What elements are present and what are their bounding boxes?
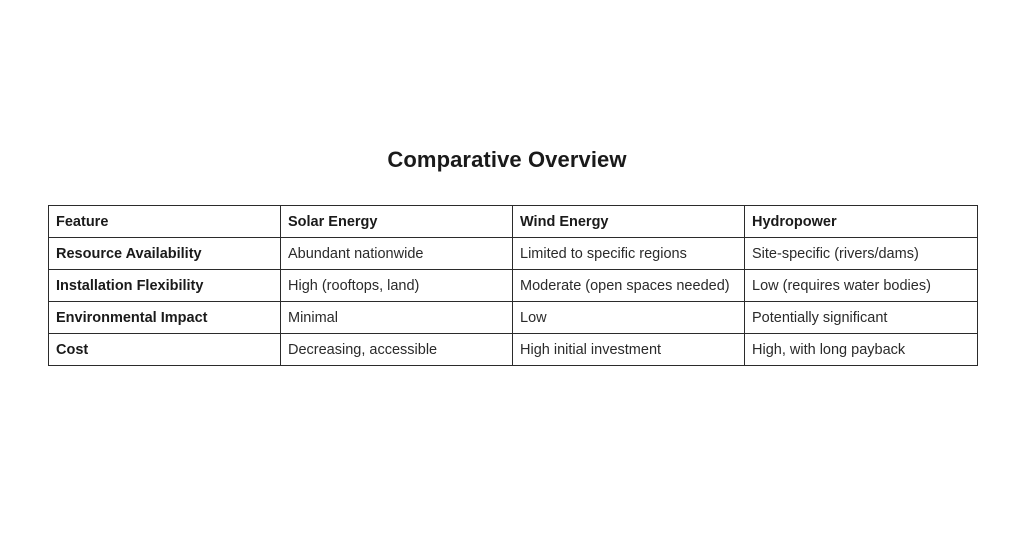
table-row (49, 270, 978, 302)
header-hydropower: Hydropower (745, 206, 978, 238)
table-cell: High initial investment (513, 334, 745, 366)
row-label-cost: Cost (49, 334, 281, 366)
table-cell: Potentially significant (745, 302, 978, 334)
header-wind-energy: Wind Energy (513, 206, 745, 238)
header-feature: Feature (49, 206, 281, 238)
table-row (49, 334, 978, 366)
table-cell: Limited to specific regions (513, 238, 745, 270)
header-solar-energy: Solar Energy (281, 206, 513, 238)
table-cell: Abundant nationwide (281, 238, 513, 270)
row-label-installation-flexibility: Installation Flexibility (49, 270, 281, 302)
table-cell: Site-specific (rivers/dams) (745, 238, 978, 270)
table-cell: Moderate (open spaces needed) (513, 270, 745, 302)
table-cell: High (rooftops, land) (281, 270, 513, 302)
table-header-row (49, 206, 978, 238)
table-row (49, 302, 978, 334)
table-cell: Minimal (281, 302, 513, 334)
table-cell: Low (513, 302, 745, 334)
page-title: Comparative Overview (387, 147, 627, 172)
table-cell: Decreasing, accessible (281, 334, 513, 366)
comparison-table (48, 205, 978, 366)
table-row (49, 238, 978, 270)
table-cell: Low (requires water bodies) (745, 270, 978, 302)
row-label-resource-availability: Resource Availability (49, 238, 281, 270)
row-label-environmental-impact: Environmental Impact (49, 302, 281, 334)
table-cell: High, with long payback (745, 334, 978, 366)
